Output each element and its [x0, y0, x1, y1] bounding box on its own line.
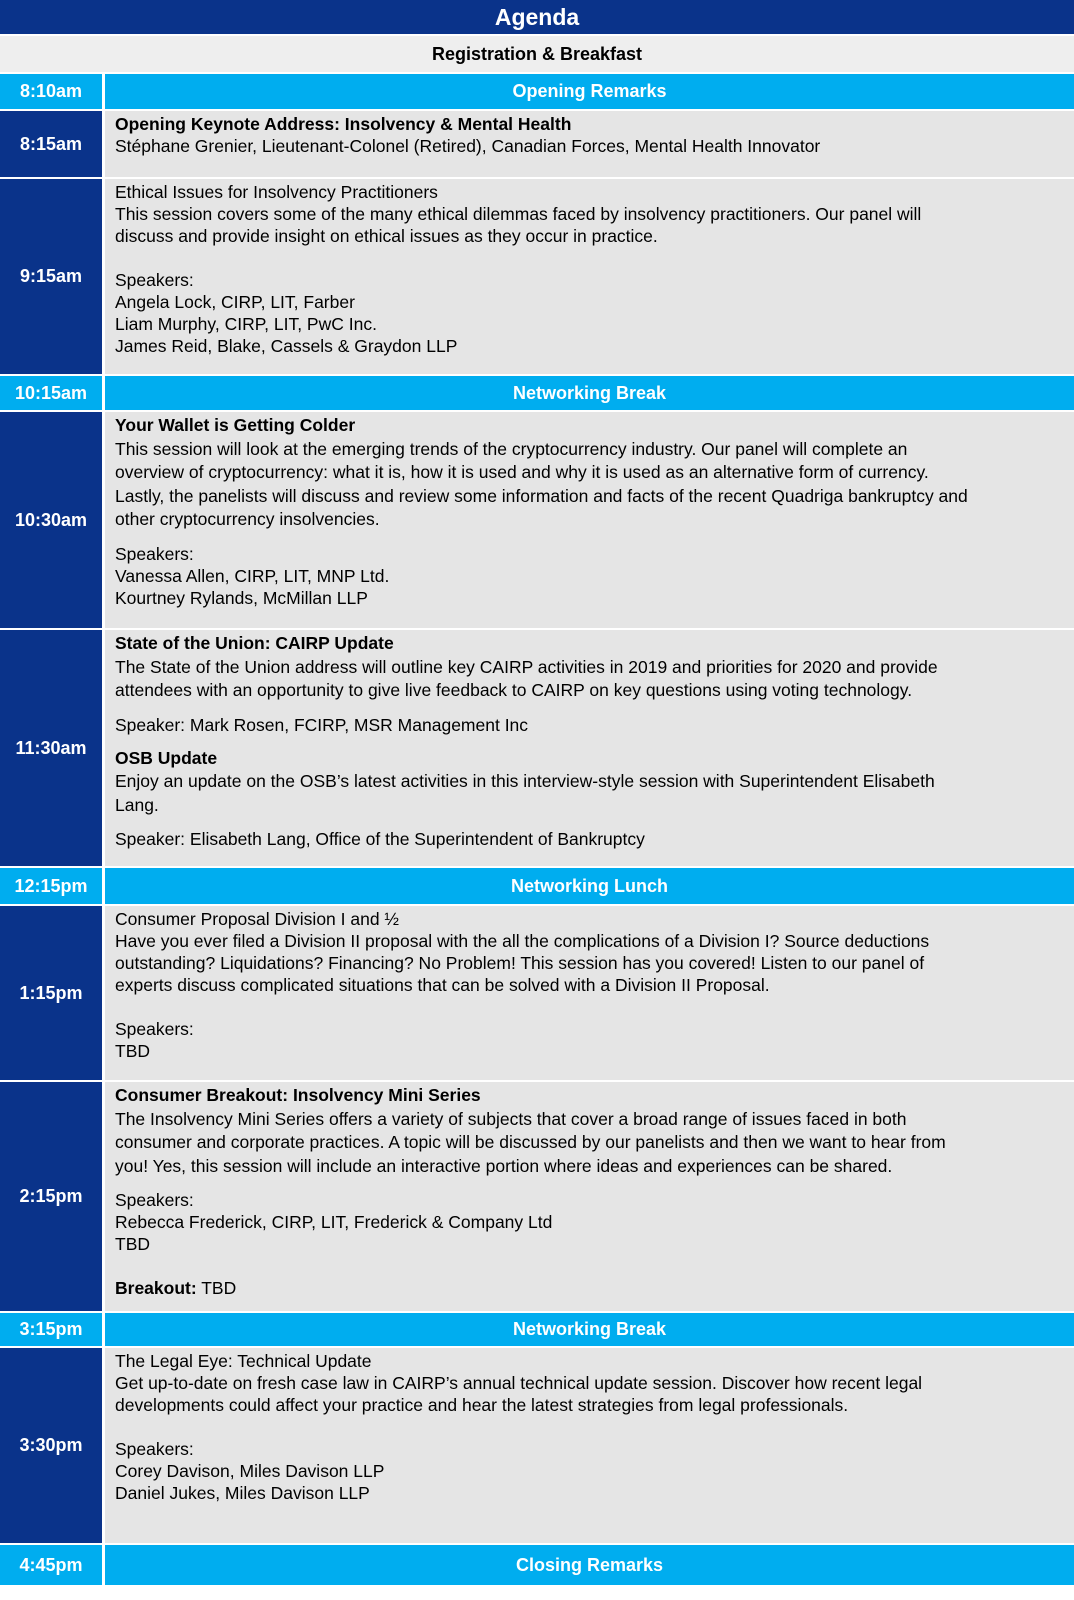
session-text-line: consumer and corporate practices. A topic will be discussed by our panelists and then we want to hear from [115, 1132, 946, 1152]
time-cell: 12:15pm [0, 868, 105, 904]
time-cell: 11:30am [0, 630, 105, 866]
session-text-line: outstanding? Liquidations? Financing? No Problem! This session has you covered! Listen to our panel of [115, 953, 925, 973]
session-text-line: Enjoy an update on the OSB’s latest activities in this interview-style session with Superintendent Elisabeth [115, 771, 935, 791]
session-title: Your Wallet is Getting Colder [115, 415, 356, 435]
agenda-row-opening-remarks [0, 74, 1074, 111]
session-text-line: Lastly, the panelists will discuss and review some information and facts of the recent Quadriga bankruptcy and [115, 485, 968, 506]
breakout-label: Breakout: [115, 1278, 197, 1298]
session-text-line: attendees with an opportunity to give live feedback to CAIRP on key questions using voting technology. [115, 680, 913, 700]
session-body [105, 111, 1074, 177]
speakers-label: Speakers: [115, 1019, 194, 1039]
session-text-line: The Insolvency Mini Series offers a variety of subjects that cover a broad range of issues faced in both [115, 1108, 907, 1129]
registration-row: Registration & Breakfast [0, 36, 1074, 74]
speaker-name: Daniel Jukes, Miles Davison LLP [115, 1483, 370, 1503]
session-body [105, 1082, 1074, 1311]
time-cell: 10:15am [0, 376, 105, 410]
agenda-row-legal-eye [0, 1348, 1074, 1545]
time-cell: 8:15am [0, 111, 105, 177]
session-text-line: experts discuss complicated situations that can be solved with a Division II Proposal. [115, 975, 770, 995]
agenda-row-ethics [0, 179, 1074, 376]
time-cell: 3:15pm [0, 1313, 105, 1346]
agenda-row-state-of-union [0, 630, 1074, 868]
speakers-label: Speakers: [115, 270, 194, 290]
session-body [105, 1348, 1074, 1543]
session-text-line: Have you ever filed a Division II proposal with the all the complications of a Division I? Source deductions [115, 931, 930, 951]
session-text-line: This session covers some of the many ethical dilemmas faced by insolvency practitioners. Our panel will [115, 204, 922, 224]
highlight-label: Networking Break [105, 1313, 1074, 1346]
time-cell: 2:15pm [0, 1082, 105, 1311]
session-text-line: This session will look at the emerging trends of the cryptocurrency industry. Our panel will complete an [115, 438, 908, 459]
session-title: Consumer Breakout: Insolvency Mini Series [115, 1085, 481, 1105]
breakout-value: TBD [196, 1278, 237, 1298]
session-text-line: other cryptocurrency insolvencies. [115, 509, 380, 529]
agenda-row-consumer-breakout [0, 1082, 1074, 1313]
session-body [105, 906, 1074, 1080]
session-title: Ethical Issues for Insolvency Practitioners [115, 182, 438, 202]
speaker-name: TBD [115, 1041, 150, 1061]
speakers-label: Speakers: [115, 543, 194, 564]
breakout-line [115, 1277, 1064, 1299]
speakers-label: Speakers: [115, 1439, 194, 1459]
session-title: Consumer Proposal Division I and ½ [115, 909, 400, 929]
speaker-name: Speaker: Mark Rosen, FCIRP, MSR Management Inc [115, 714, 529, 735]
speaker-name: TBD [115, 1234, 150, 1254]
session-text-line: you! Yes, this session will include an interactive portion where ideas and experiences can be shared. [115, 1155, 893, 1176]
speaker-name: Kourtney Rylands, McMillan LLP [115, 587, 368, 608]
time-cell: 10:30am [0, 412, 105, 628]
agenda-row-crypto [0, 412, 1074, 630]
session-body [105, 412, 1074, 628]
session-text-line: The State of the Union address will outline key CAIRP activities in 2019 and priorities for 2020 and provide [115, 656, 938, 677]
highlight-label: Networking Break [105, 376, 1074, 410]
agenda-row-networking-break [0, 376, 1074, 412]
agenda-row-consumer-proposal [0, 906, 1074, 1082]
speaker-name: Corey Davison, Miles Davison LLP [115, 1461, 385, 1481]
time-cell: 1:15pm [0, 906, 105, 1080]
highlight-label: Networking Lunch [105, 868, 1074, 904]
agenda-row-networking-lunch [0, 868, 1074, 906]
session-text-line: overview of cryptocurrency: what it is, how it is used and why it is used as an alternative form of currency. [115, 462, 929, 482]
speaker-name: James Reid, Blake, Cassels & Graydon LLP [115, 336, 458, 356]
speaker-name: Angela Lock, CIRP, LIT, Farber [115, 292, 355, 312]
agenda-row-keynote [0, 111, 1074, 179]
speaker-name: Speaker: Elisabeth Lang, Office of the Superintendent of Bankruptcy [115, 829, 645, 849]
session-text-line: Lang. [115, 794, 159, 815]
speakers-label: Speakers: [115, 1190, 194, 1210]
speaker-name: Rebecca Frederick, CIRP, LIT, Frederick & Company Ltd [115, 1212, 553, 1232]
session-text-line: discuss and provide insight on ethical issues as they occur in practice. [115, 226, 658, 246]
highlight-label: Opening Remarks [105, 74, 1074, 109]
speaker-name: Vanessa Allen, CIRP, LIT, MNP Ltd. [115, 565, 390, 586]
time-cell: 8:10am [0, 74, 105, 109]
agenda-row-networking-break-2 [0, 1313, 1074, 1348]
time-cell: 3:30pm [0, 1348, 105, 1543]
highlight-label: Closing Remarks [105, 1545, 1074, 1585]
session-title: Opening Keynote Address: Insolvency & Mental Health [115, 114, 572, 134]
session-text-line: developments could affect your practice and hear the latest strategies from legal professionals. [115, 1395, 849, 1415]
session-body [105, 179, 1074, 374]
agenda-row-closing-remarks [0, 1545, 1074, 1585]
session-text-line: Stéphane Grenier, Lieutenant-Colonel (Retired), Canadian Forces, Mental Health Innovator [115, 136, 821, 156]
speaker-name: Liam Murphy, CIRP, LIT, PwC Inc. [115, 314, 377, 334]
page-title: Agenda [0, 0, 1074, 36]
time-cell: 9:15am [0, 179, 105, 374]
session-body [105, 630, 1074, 866]
session-title: OSB Update [115, 747, 218, 768]
session-title: State of the Union: CAIRP Update [115, 633, 394, 653]
time-cell: 4:45pm [0, 1545, 105, 1585]
session-title: The Legal Eye: Technical Update [115, 1351, 372, 1371]
session-text-line: Get up-to-date on fresh case law in CAIRP’s annual technical update session. Discover how recent legal [115, 1373, 923, 1393]
